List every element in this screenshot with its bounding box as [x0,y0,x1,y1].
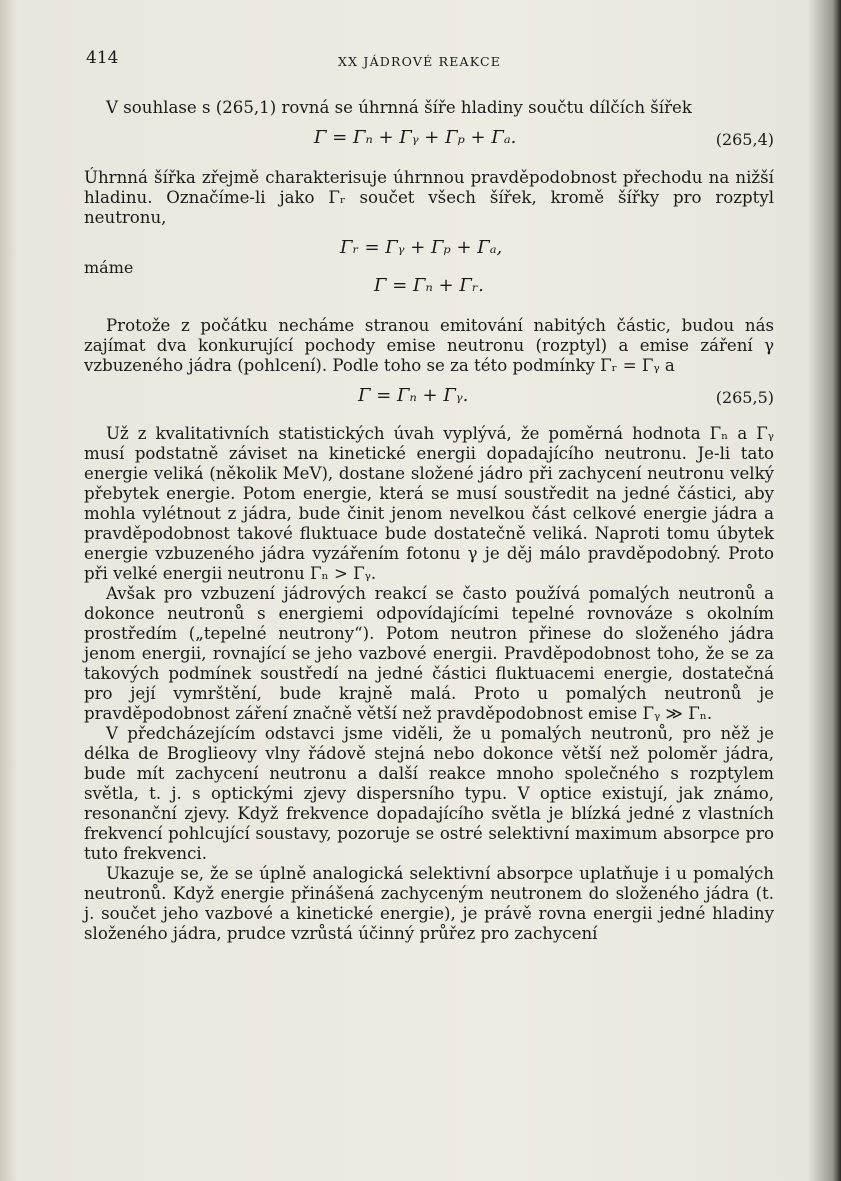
equation-label: máme [84,258,134,277]
body-text [84,98,774,944]
paragraph-6: V předcházejícím odstavci jsme viděli, že u pomalých neutronů, pro něž je délka de Broglieovy vlny řádově stejná nebo dokonce větší než poloměr jádra, bude mít zachycení neutronu a další reakce mnoho společného s rozptylem světla, t. j. s optickými zjevy dispersního typu. V optice existují, jak známo, resonanční zjevy. Když frekvence dopadajícího světla je blízká jedné z vlastních frekvencí pohlcující soustavy, pozoruje se ostré selektivní maximum absorpce pro tuto frekvenci. [84,724,774,863]
paragraph-7: Ukazuje se, že se úplně analogická selektivní absorpce uplatňuje i u pomalých neutronů. Když energie přinášená zachyceným neutronem do složeného jádra (t. j. součet jeho vazbové a kinetické energie), je právě rovna energii jedné hladiny složeného jádra, prudce vzrůstá účinný průřez pro zachycení [84,864,774,943]
paragraph-5: Avšak pro vzbuzení jádrových reakcí se často používá pomalých neutronů a dokonce neutronů s energiemi odpovídajícími tepelné rovnováze s okolním prostředím („tepelné neutrony“). Potom neutron přinese do složeného jádra jenom energii, rovnající se jeho vazbové energii. Pravděpodobnost toho, že se za takových podmínek soustředí na jedné částici fluktuacemi energie, dostatečná pro její vymrštění, bude krajně malá. Proto u pomalých neutronů je pravděpodobnost záření značně větší než pravděpodobnost emise Γᵧ ≫ Γₙ. [84,584,774,723]
page-header [86,48,766,78]
paragraph-1: V souhlase s (265,1) rovná se úhrnná šíře hladiny součtu dílčích šířek [106,98,692,117]
equation-total-width: Γ = Γₙ + Γᵧ + Γₚ + Γₐ. [314,127,517,148]
paragraph-2: Úhrnná šířka zřejmě charakterisuje úhrnnou pravděpodobnost přechodu na nižší hladinu. Označíme-li jako Γᵣ součet všech šířek, kromě šířky pro rozptyl neutronu, [84,168,774,227]
equation-gamma-n-plus-gamma: Γ = Γₙ + Γᵧ. [358,385,469,406]
equation-gamma-sum: Γ = Γₙ + Γᵣ. [374,275,484,296]
equation-number: (265,4) [715,130,774,149]
paragraph-3: Protože z počátku necháme stranou emitování nabitých částic, budou nás zajímat dva konkurující pochody emise neutronu (rozptyl) a emise záření γ vzbuzeného jádra (pohlcení). Podle toho se za této podmínky Γᵣ = Γᵧ a [84,316,774,375]
equation-number: (265,5) [715,388,774,407]
equation-block-gamma-r [84,228,774,316]
page-number: 414 [86,48,119,68]
equation-265-5 [84,376,774,424]
running-title: XX JÁDROVÉ REAKCE [338,54,502,69]
equation-265-4 [84,118,774,168]
paragraph-4: Už z kvalitativních statistických úvah vyplývá, že poměrná hodnota Γₙ a Γᵧ musí podstatně záviset na kinetické energii dopadajícího neutronu. Je-li tato energie veliká (několik MeV), dostane složené jádro při zachycení neutronu velký přebytek energie. Potom energie, která se musí soustředit na jedné částici, aby mohla vylétnout z jádra, bude činit jenom nevelkou část celkové energie jádra a pravděpodobnost takové fluktuace bude dostatečně veliká. Naproti tomu úbytek energie vzbuzeného jádra vyzářením fotonu γ je děj málo pravděpodobný. Proto při velké energii neutronu Γₙ > Γᵧ. [84,424,774,583]
equation-gamma-r: Γᵣ = Γᵧ + Γₚ + Γₐ, [340,237,503,258]
